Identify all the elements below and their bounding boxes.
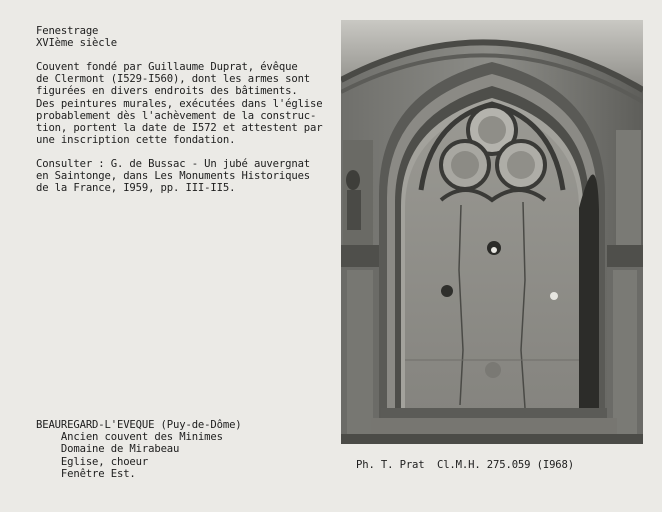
description-line: de Clermont (I529-I560), dont les armes sont bbox=[36, 73, 311, 86]
reference-line: en Saintonge, dans Les Monuments Historiques bbox=[36, 170, 311, 183]
description-line: figurées en divers endroits des bâtiments. bbox=[36, 85, 298, 98]
header-title: Fenestrage bbox=[36, 25, 99, 37]
reference-block bbox=[36, 158, 310, 195]
reference-line: Consulter : G. de Bussac - Un jubé auvergnat bbox=[36, 158, 311, 170]
description-line: Des peintures murales, exécutées dans l'église bbox=[36, 97, 323, 110]
header-period: XVIème siècle bbox=[36, 37, 117, 50]
description-line: Couvent fondé par Guillaume Duprat, évêque bbox=[36, 61, 298, 73]
location-line: Domaine de Mirabeau bbox=[60, 443, 180, 456]
description-line: tion, portent la date de I572 et attestent par bbox=[36, 122, 323, 135]
location-block bbox=[36, 419, 242, 480]
description-block bbox=[36, 61, 323, 146]
header-block bbox=[36, 25, 117, 49]
reference-line: de la France, I959, pp. III-II5. bbox=[36, 182, 236, 195]
location-line: Fenêtre Est. bbox=[60, 467, 136, 480]
photo-credit: Ph. T. Prat Cl.M.H. 275.059 (I968) bbox=[356, 459, 574, 471]
description-line: une inscription cette fondation. bbox=[36, 134, 236, 147]
description-line: probablement dès l'achèvement de la construc- bbox=[36, 109, 317, 122]
window-photograph bbox=[341, 20, 643, 444]
location-place: BEAUREGARD-L'EVEQUE (Puy-de-Dôme) bbox=[36, 419, 242, 431]
gothic-window-image bbox=[341, 20, 643, 444]
location-line: Eglise, choeur bbox=[60, 455, 149, 468]
location-line: Ancien couvent des Minimes bbox=[60, 431, 223, 444]
